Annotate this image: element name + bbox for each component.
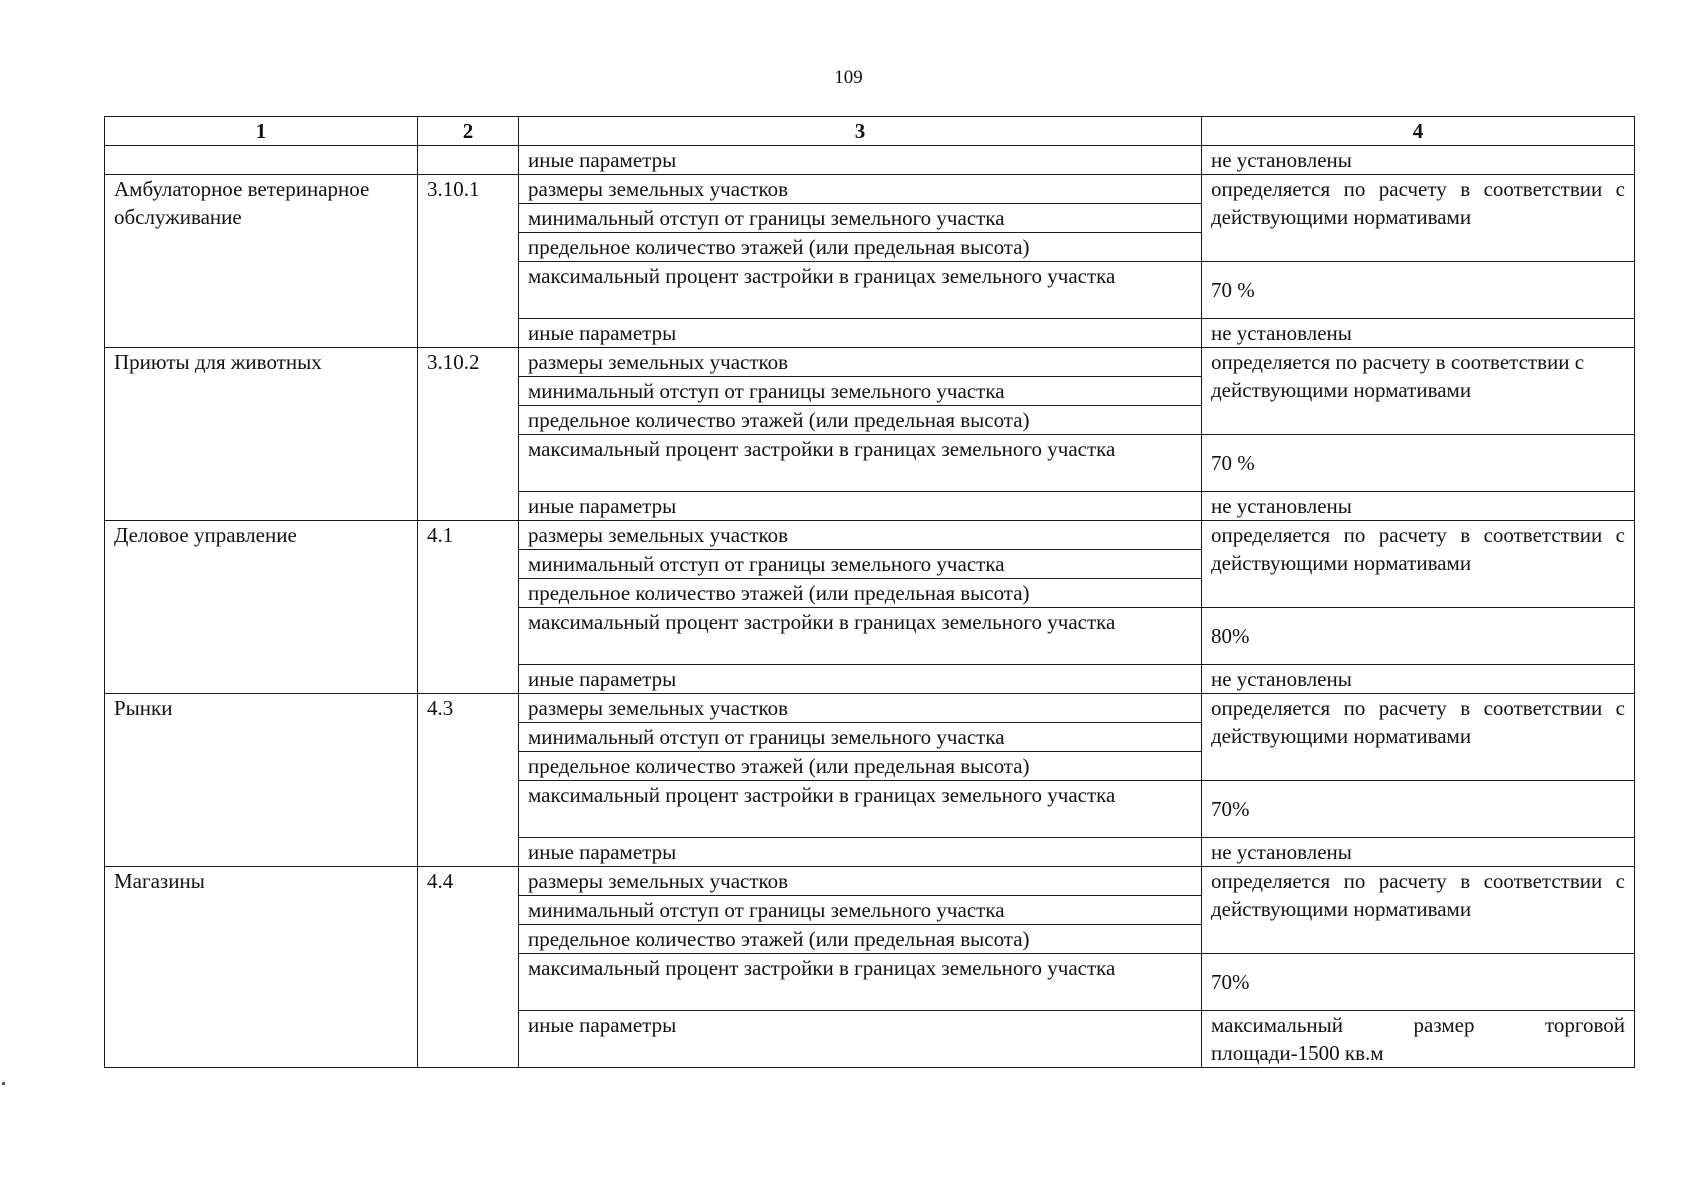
param-cell: минимальный отступ от границы земельного участка xyxy=(519,896,1202,925)
header-cell-4: 4 xyxy=(1202,117,1635,146)
param-cell: предельное количество этажей (или предельная высота) xyxy=(519,925,1202,954)
regulations-table xyxy=(104,116,1635,1068)
value-cell-percent: 80% xyxy=(1202,608,1635,665)
value-cell-norm: определяется по расчету в соответствии с действующими нормативами xyxy=(1202,175,1635,262)
header-cell-3: 3 xyxy=(519,117,1202,146)
param-cell: иные параметры xyxy=(519,319,1202,348)
group-row xyxy=(105,694,1635,723)
page-number: 109 xyxy=(834,67,863,88)
param-cell: размеры земельных участков xyxy=(519,348,1202,377)
code-cell-empty xyxy=(418,146,519,175)
value-cell-percent: 70% xyxy=(1202,781,1635,838)
use-code-cell: 3.10.2 xyxy=(418,348,519,521)
param-cell: иные параметры xyxy=(519,1011,1202,1068)
use-name-cell: Приюты для животных xyxy=(105,348,418,521)
group-row xyxy=(105,348,1635,377)
param-cell: иные параметры xyxy=(519,146,1202,175)
group-row xyxy=(105,521,1635,550)
param-cell: размеры земельных участков xyxy=(519,867,1202,896)
value-cell-percent: 70 % xyxy=(1202,262,1635,319)
use-name-cell: Амбулаторное ветеринарное обслуживание xyxy=(105,175,418,348)
param-cell: минимальный отступ от границы земельного участка xyxy=(519,550,1202,579)
param-cell: максимальный процент застройки в границах земельного участка xyxy=(519,781,1202,838)
value-cell-norm: определяется по расчету в соответствии с действующими нормативами xyxy=(1202,867,1635,954)
param-cell: минимальный отступ от границы земельного участка xyxy=(519,377,1202,406)
header-cell-1: 1 xyxy=(105,117,418,146)
param-cell: минимальный отступ от границы земельного участка xyxy=(519,723,1202,752)
value-cell-other: не установлены xyxy=(1202,319,1635,348)
param-cell: максимальный процент застройки в границах земельного участка xyxy=(519,954,1202,1011)
value-cell-norm: определяется по расчету в соответствии с действующими нормативами xyxy=(1202,521,1635,608)
param-cell: иные параметры xyxy=(519,665,1202,694)
use-code-cell: 4.1 xyxy=(418,521,519,694)
group-row xyxy=(105,867,1635,896)
table-body xyxy=(105,117,1635,1068)
param-cell: предельное количество этажей (или предельная высота) xyxy=(519,406,1202,435)
value-cell-norm: определяется по расчету в соответствии с действующими нормативами xyxy=(1202,348,1635,435)
param-cell: предельное количество этажей (или предельная высота) xyxy=(519,233,1202,262)
use-code-cell: 4.4 xyxy=(418,867,519,1068)
param-cell: иные параметры xyxy=(519,492,1202,521)
value-cell-other: не установлены xyxy=(1202,665,1635,694)
value-cell-percent: 70 % xyxy=(1202,435,1635,492)
value-cell: не установлены xyxy=(1202,146,1635,175)
param-cell: предельное количество этажей (или предельная высота) xyxy=(519,579,1202,608)
param-cell: размеры земельных участков xyxy=(519,175,1202,204)
value-cell-norm: определяется по расчету в соответствии с действующими нормативами xyxy=(1202,694,1635,781)
param-cell: максимальный процент застройки в границах земельного участка xyxy=(519,435,1202,492)
use-code-cell: 4.3 xyxy=(418,694,519,867)
param-cell: максимальный процент застройки в границах земельного участка xyxy=(519,608,1202,665)
scan-mark xyxy=(2,1082,5,1085)
param-cell: размеры земельных участков xyxy=(519,694,1202,723)
value-cell-other: максимальный размер торговой площади-1500 кв.м xyxy=(1202,1011,1635,1068)
continuation-row xyxy=(105,146,1635,175)
value-cell-percent: 70% xyxy=(1202,954,1635,1011)
header-cell-2: 2 xyxy=(418,117,519,146)
param-cell: минимальный отступ от границы земельного участка xyxy=(519,204,1202,233)
param-cell: предельное количество этажей (или предельная высота) xyxy=(519,752,1202,781)
value-cell-other: не установлены xyxy=(1202,492,1635,521)
use-name-cell: Магазины xyxy=(105,867,418,1068)
use-code-cell: 3.10.1 xyxy=(418,175,519,348)
use-name-cell: Рынки xyxy=(105,694,418,867)
name-cell-empty xyxy=(105,146,418,175)
header-row xyxy=(105,117,1635,146)
use-name-cell: Деловое управление xyxy=(105,521,418,694)
param-cell: иные параметры xyxy=(519,838,1202,867)
param-cell: максимальный процент застройки в границах земельного участка xyxy=(519,262,1202,319)
value-cell-other: не установлены xyxy=(1202,838,1635,867)
param-cell: размеры земельных участков xyxy=(519,521,1202,550)
group-row xyxy=(105,175,1635,204)
